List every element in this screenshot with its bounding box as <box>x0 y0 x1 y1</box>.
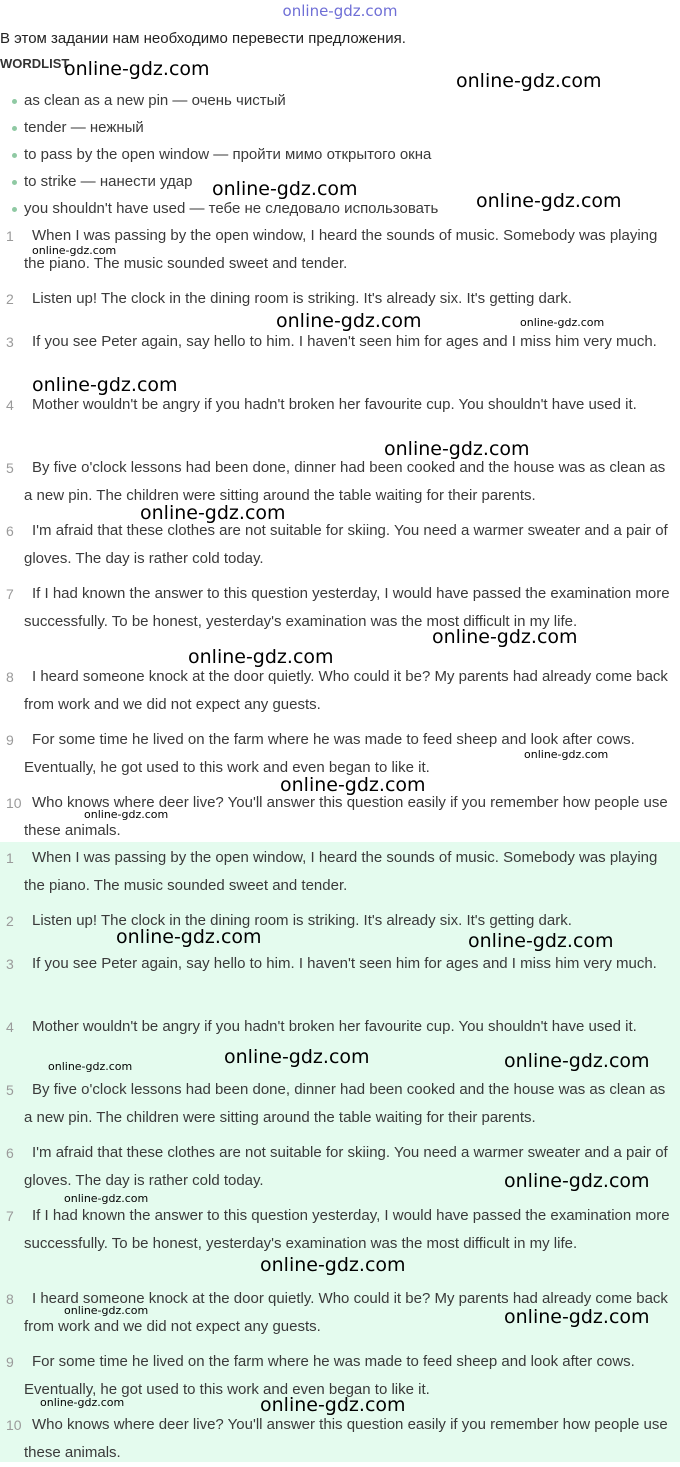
sentence-number: 4 <box>6 397 14 413</box>
sentence-number: 8 <box>6 669 14 685</box>
bullet-dot-icon <box>12 207 17 212</box>
wordlist-item <box>12 92 286 109</box>
answer-text: By five o'clock lessons had been done, dinner had been cooked and the house was as clean as a new pin. The children were sitting around the table waiting for their parents. <box>24 1081 666 1126</box>
answer-item <box>0 844 676 900</box>
sentence-text: By five o'clock lessons had been done, dinner had been cooked and the house was as clean as a new pin. The children were sitting around the table waiting for their parents. <box>24 459 666 504</box>
sentence-text: I heard someone knock at the door quietly. Who could it be? My parents had already come back from work and we did not expect any guests. <box>24 668 668 713</box>
sentence-text: I'm afraid that these clothes are not suitable for skiing. You need a warmer sweater and a pair of gloves. The day is rather cold today. <box>24 522 668 567</box>
wordlist-item-text: you shouldn't have used — тебе не следовало использовать <box>24 200 439 217</box>
watermark: online-gdz.com <box>116 926 262 948</box>
watermark: online-gdz.com <box>32 374 178 396</box>
sentence-number: 7 <box>6 586 14 602</box>
watermark: online-gdz.com <box>64 1304 149 1317</box>
answer-number: 6 <box>6 1145 14 1161</box>
watermark: online-gdz.com <box>456 70 602 92</box>
bullet-dot-icon <box>12 153 17 158</box>
watermark: online-gdz.com <box>504 1170 650 1192</box>
sentence-item <box>0 328 676 356</box>
answer-item <box>0 1202 676 1258</box>
answer-number: 4 <box>6 1019 14 1035</box>
watermark: online-gdz.com <box>280 774 426 796</box>
sentence-text: When I was passing by the open window, I heard the sounds of music. Somebody was playing the piano. The music sounded sweet and tender. <box>24 227 658 272</box>
watermark: online-gdz.com <box>224 1046 370 1068</box>
watermark: online-gdz.com <box>260 1394 406 1416</box>
watermark: online-gdz.com <box>212 178 358 200</box>
answer-item <box>0 1411 676 1467</box>
answer-number: 9 <box>6 1354 14 1370</box>
wordlist-item-text: to pass by the open window — пройти мимо открытого окна <box>24 146 432 163</box>
answer-item <box>0 1013 676 1041</box>
sentence-number: 1 <box>6 228 14 244</box>
watermark: online-gdz.com <box>468 930 614 952</box>
watermark: online-gdz.com <box>260 1254 406 1276</box>
sentence-number: 3 <box>6 334 14 350</box>
wordlist-item <box>12 146 431 163</box>
watermark: online-gdz.com <box>276 310 422 332</box>
sentence-text: If I had known the answer to this question yesterday, I would have passed the examination more successfully. To be honest, yesterday's examination was the most difficult in my life. <box>24 585 670 630</box>
answer-number: 1 <box>6 850 14 866</box>
watermark: online-gdz.com <box>64 58 210 80</box>
answer-number: 2 <box>6 913 14 929</box>
answer-number: 7 <box>6 1208 14 1224</box>
watermark: online-gdz.com <box>432 626 578 648</box>
answer-number: 5 <box>6 1082 14 1098</box>
watermark: online-gdz.com <box>64 1192 149 1205</box>
sentence-text: Listen up! The clock in the dining room is striking. It's already six. It's getting dark. <box>32 290 572 307</box>
watermark: online-gdz.com <box>140 502 286 524</box>
answer-text: Who knows where deer live? You'll answer this question easily if you remember how people use these animals. <box>24 1416 668 1461</box>
watermark: online-gdz.com <box>524 748 609 761</box>
sentence-item <box>0 517 676 573</box>
answer-number: 3 <box>6 956 14 972</box>
bullet-dot-icon <box>12 180 17 185</box>
sentence-text: If you see Peter again, say hello to him. I haven't seen him for ages and I miss him very much. <box>32 333 657 350</box>
wordlist-item <box>12 200 438 217</box>
watermark: online-gdz.com <box>48 1060 133 1073</box>
answer-text: If I had known the answer to this question yesterday, I would have passed the examination more successfully. To be honest, yesterday's examination was the most difficult in my life. <box>24 1207 670 1252</box>
watermark: online-gdz.com <box>40 1396 125 1409</box>
intro-text: В этом задании нам необходимо перевести предложения. <box>0 30 406 47</box>
watermark: online-gdz.com <box>84 808 169 821</box>
watermark: online-gdz.com <box>384 438 530 460</box>
answer-text: For some time he lived on the farm where he was made to feed sheep and look after cows. Eventually, he got used to this work and even began to like it. <box>24 1353 635 1398</box>
answer-text: I heard someone knock at the door quietly. Who could it be? My parents had already come back from work and we did not expect any guests. <box>24 1290 668 1335</box>
watermark: online-gdz.com <box>504 1306 650 1328</box>
wordlist-item-text: to strike — нанести удар <box>24 173 193 190</box>
sentence-number: 10 <box>6 795 22 811</box>
watermark: online-gdz.com <box>504 1050 650 1072</box>
answer-text: Listen up! The clock in the dining room is striking. It's already six. It's getting dark. <box>32 912 572 929</box>
answer-number: 8 <box>6 1291 14 1307</box>
watermark: online-gdz.com <box>32 244 117 257</box>
wordlist-item <box>12 119 144 136</box>
sentence-number: 5 <box>6 460 14 476</box>
sentence-number: 2 <box>6 291 14 307</box>
sentence-item <box>0 663 676 719</box>
answer-text: When I was passing by the open window, I heard the sounds of music. Somebody was playing the piano. The music sounded sweet and tender. <box>24 849 658 894</box>
wordlist-title: WORDLIST <box>0 56 70 71</box>
bullet-dot-icon <box>12 126 17 131</box>
watermark: online-gdz.com <box>188 646 334 668</box>
watermark: online-gdz.com <box>476 190 622 212</box>
wordlist-item-text: tender — нежный <box>24 119 144 136</box>
answer-text: Mother wouldn't be angry if you hadn't broken her favourite cup. You shouldn't have used it. <box>32 1018 637 1035</box>
answer-item <box>0 1076 676 1132</box>
bullet-dot-icon <box>12 99 17 104</box>
sentence-number: 6 <box>6 523 14 539</box>
answer-text: I'm afraid that these clothes are not suitable for skiing. You need a warmer sweater and a pair of gloves. The day is rather cold today. <box>24 1144 668 1189</box>
sentence-number: 9 <box>6 732 14 748</box>
sentence-text: Mother wouldn't be angry if you hadn't broken her favourite cup. You shouldn't have used it. <box>32 396 637 413</box>
wordlist-item <box>12 173 192 190</box>
sentence-text: For some time he lived on the farm where he was made to feed sheep and look after cows. Eventually, he got used to this work and even began to like it. <box>24 731 635 776</box>
sentence-item <box>0 285 676 313</box>
sentence-text: Who knows where deer live? You'll answer this question easily if you remember how people use these animals. <box>24 794 668 839</box>
answer-number: 10 <box>6 1417 22 1433</box>
answer-text: If you see Peter again, say hello to him. I haven't seen him for ages and I miss him very much. <box>32 955 657 972</box>
sentence-item <box>0 454 676 510</box>
site-watermark-top: online-gdz.com <box>282 2 398 20</box>
wordlist-item-text: as clean as a new pin — очень чистый <box>24 92 286 109</box>
watermark: online-gdz.com <box>520 316 605 329</box>
answer-item <box>0 950 676 978</box>
